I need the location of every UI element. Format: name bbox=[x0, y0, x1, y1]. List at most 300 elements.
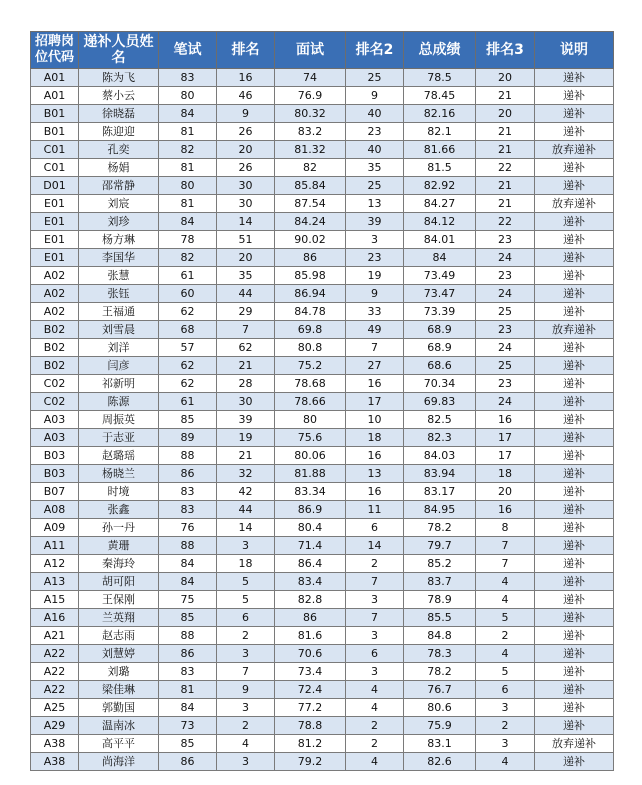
cell-total-score[interactable]: 82.1 bbox=[404, 123, 476, 141]
cell-written-rank[interactable]: 44 bbox=[217, 285, 275, 303]
cell-total-rank[interactable]: 5 bbox=[476, 609, 535, 627]
cell-total-rank[interactable]: 21 bbox=[476, 141, 535, 159]
cell-interview-rank[interactable]: 17 bbox=[346, 393, 404, 411]
cell-total-rank[interactable]: 21 bbox=[476, 123, 535, 141]
cell-note[interactable]: 递补 bbox=[535, 537, 614, 555]
cell-position-code[interactable]: A02 bbox=[31, 303, 79, 321]
cell-total-score[interactable]: 76.7 bbox=[404, 681, 476, 699]
cell-written-rank[interactable]: 16 bbox=[217, 69, 275, 87]
cell-position-code[interactable]: C01 bbox=[31, 141, 79, 159]
cell-candidate-name[interactable]: 于志亚 bbox=[79, 429, 159, 447]
cell-position-code[interactable]: B01 bbox=[31, 123, 79, 141]
cell-total-rank[interactable]: 4 bbox=[476, 645, 535, 663]
cell-interview-score[interactable]: 86.94 bbox=[275, 285, 346, 303]
cell-total-rank[interactable]: 25 bbox=[476, 357, 535, 375]
cell-candidate-name[interactable]: 杨晓兰 bbox=[79, 465, 159, 483]
cell-interview-rank[interactable]: 40 bbox=[346, 141, 404, 159]
cell-interview-score[interactable]: 81.32 bbox=[275, 141, 346, 159]
header-candidate-name[interactable]: 递补人员姓名 bbox=[79, 32, 159, 69]
cell-written-rank[interactable]: 7 bbox=[217, 663, 275, 681]
cell-written-score[interactable]: 60 bbox=[159, 285, 217, 303]
cell-interview-score[interactable]: 70.6 bbox=[275, 645, 346, 663]
cell-total-score[interactable]: 83.17 bbox=[404, 483, 476, 501]
header-written-rank[interactable]: 排名 bbox=[217, 32, 275, 69]
cell-interview-rank[interactable]: 3 bbox=[346, 591, 404, 609]
cell-total-score[interactable]: 83.1 bbox=[404, 735, 476, 753]
cell-total-score[interactable]: 84.03 bbox=[404, 447, 476, 465]
cell-written-rank[interactable]: 14 bbox=[217, 213, 275, 231]
cell-written-score[interactable]: 57 bbox=[159, 339, 217, 357]
cell-total-score[interactable]: 81.5 bbox=[404, 159, 476, 177]
cell-interview-rank[interactable]: 25 bbox=[346, 177, 404, 195]
cell-interview-score[interactable]: 84.24 bbox=[275, 213, 346, 231]
cell-note[interactable]: 放弃递补 bbox=[535, 141, 614, 159]
cell-total-rank[interactable]: 24 bbox=[476, 285, 535, 303]
cell-note[interactable]: 递补 bbox=[535, 213, 614, 231]
header-written-score[interactable]: 笔试 bbox=[159, 32, 217, 69]
cell-note[interactable]: 递补 bbox=[535, 591, 614, 609]
cell-position-code[interactable]: A02 bbox=[31, 267, 79, 285]
cell-total-score[interactable]: 85.2 bbox=[404, 555, 476, 573]
cell-note[interactable]: 递补 bbox=[535, 411, 614, 429]
cell-position-code[interactable]: A29 bbox=[31, 717, 79, 735]
cell-interview-rank[interactable]: 6 bbox=[346, 519, 404, 537]
cell-position-code[interactable]: A25 bbox=[31, 699, 79, 717]
cell-candidate-name[interactable]: 时境 bbox=[79, 483, 159, 501]
cell-total-score[interactable]: 83.94 bbox=[404, 465, 476, 483]
cell-position-code[interactable]: A21 bbox=[31, 627, 79, 645]
cell-total-score[interactable]: 70.34 bbox=[404, 375, 476, 393]
cell-written-rank[interactable]: 19 bbox=[217, 429, 275, 447]
cell-written-score[interactable]: 61 bbox=[159, 393, 217, 411]
cell-total-rank[interactable]: 18 bbox=[476, 465, 535, 483]
cell-candidate-name[interactable]: 王保刚 bbox=[79, 591, 159, 609]
cell-written-score[interactable]: 88 bbox=[159, 537, 217, 555]
cell-total-rank[interactable]: 2 bbox=[476, 627, 535, 645]
cell-position-code[interactable]: A38 bbox=[31, 735, 79, 753]
cell-interview-score[interactable]: 90.02 bbox=[275, 231, 346, 249]
cell-interview-score[interactable]: 73.4 bbox=[275, 663, 346, 681]
cell-written-score[interactable]: 83 bbox=[159, 483, 217, 501]
cell-interview-score[interactable]: 83.2 bbox=[275, 123, 346, 141]
cell-candidate-name[interactable]: 孔奕 bbox=[79, 141, 159, 159]
cell-total-score[interactable]: 84.95 bbox=[404, 501, 476, 519]
cell-note[interactable]: 递补 bbox=[535, 393, 614, 411]
cell-total-rank[interactable]: 21 bbox=[476, 87, 535, 105]
cell-position-code[interactable]: B01 bbox=[31, 105, 79, 123]
cell-interview-rank[interactable]: 10 bbox=[346, 411, 404, 429]
cell-interview-rank[interactable]: 33 bbox=[346, 303, 404, 321]
cell-written-score[interactable]: 85 bbox=[159, 411, 217, 429]
cell-total-rank[interactable]: 20 bbox=[476, 69, 535, 87]
cell-written-rank[interactable]: 3 bbox=[217, 753, 275, 771]
cell-interview-rank[interactable]: 9 bbox=[346, 87, 404, 105]
cell-position-code[interactable]: E01 bbox=[31, 195, 79, 213]
cell-candidate-name[interactable]: 张钰 bbox=[79, 285, 159, 303]
cell-interview-score[interactable]: 78.66 bbox=[275, 393, 346, 411]
cell-total-rank[interactable]: 20 bbox=[476, 483, 535, 501]
cell-total-score[interactable]: 82.5 bbox=[404, 411, 476, 429]
cell-interview-rank[interactable]: 11 bbox=[346, 501, 404, 519]
cell-candidate-name[interactable]: 尚海洋 bbox=[79, 753, 159, 771]
cell-interview-rank[interactable]: 4 bbox=[346, 681, 404, 699]
cell-total-score[interactable]: 75.9 bbox=[404, 717, 476, 735]
cell-written-rank[interactable]: 35 bbox=[217, 267, 275, 285]
cell-note[interactable]: 递补 bbox=[535, 717, 614, 735]
cell-interview-rank[interactable]: 2 bbox=[346, 555, 404, 573]
cell-position-code[interactable]: B02 bbox=[31, 339, 79, 357]
cell-candidate-name[interactable]: 蔡小云 bbox=[79, 87, 159, 105]
cell-position-code[interactable]: D01 bbox=[31, 177, 79, 195]
cell-written-rank[interactable]: 6 bbox=[217, 609, 275, 627]
cell-note[interactable]: 递补 bbox=[535, 753, 614, 771]
cell-note[interactable]: 递补 bbox=[535, 501, 614, 519]
cell-total-score[interactable]: 82.6 bbox=[404, 753, 476, 771]
cell-written-score[interactable]: 80 bbox=[159, 87, 217, 105]
cell-note[interactable]: 递补 bbox=[535, 555, 614, 573]
cell-total-score[interactable]: 83.7 bbox=[404, 573, 476, 591]
cell-total-rank[interactable]: 7 bbox=[476, 555, 535, 573]
cell-written-rank[interactable]: 30 bbox=[217, 177, 275, 195]
cell-written-rank[interactable]: 30 bbox=[217, 195, 275, 213]
cell-interview-rank[interactable]: 2 bbox=[346, 735, 404, 753]
cell-position-code[interactable]: A38 bbox=[31, 753, 79, 771]
cell-written-rank[interactable]: 18 bbox=[217, 555, 275, 573]
cell-interview-rank[interactable]: 7 bbox=[346, 573, 404, 591]
cell-total-score[interactable]: 82.92 bbox=[404, 177, 476, 195]
cell-note[interactable]: 递补 bbox=[535, 699, 614, 717]
cell-interview-rank[interactable]: 2 bbox=[346, 717, 404, 735]
cell-candidate-name[interactable]: 李国华 bbox=[79, 249, 159, 267]
cell-written-score[interactable]: 81 bbox=[159, 123, 217, 141]
cell-interview-rank[interactable]: 18 bbox=[346, 429, 404, 447]
cell-total-score[interactable]: 78.2 bbox=[404, 663, 476, 681]
cell-interview-score[interactable]: 80 bbox=[275, 411, 346, 429]
cell-candidate-name[interactable]: 邵常静 bbox=[79, 177, 159, 195]
cell-interview-rank[interactable]: 7 bbox=[346, 339, 404, 357]
cell-position-code[interactable]: A22 bbox=[31, 645, 79, 663]
cell-candidate-name[interactable]: 刘慧婷 bbox=[79, 645, 159, 663]
cell-note[interactable]: 递补 bbox=[535, 285, 614, 303]
cell-total-score[interactable]: 80.6 bbox=[404, 699, 476, 717]
cell-note[interactable]: 递补 bbox=[535, 609, 614, 627]
cell-written-rank[interactable]: 4 bbox=[217, 735, 275, 753]
cell-written-rank[interactable]: 20 bbox=[217, 249, 275, 267]
cell-position-code[interactable]: A13 bbox=[31, 573, 79, 591]
cell-interview-rank[interactable]: 13 bbox=[346, 195, 404, 213]
header-interview-score[interactable]: 面试 bbox=[275, 32, 346, 69]
cell-candidate-name[interactable]: 祁新明 bbox=[79, 375, 159, 393]
cell-written-score[interactable]: 81 bbox=[159, 195, 217, 213]
cell-position-code[interactable]: A02 bbox=[31, 285, 79, 303]
cell-note[interactable]: 递补 bbox=[535, 339, 614, 357]
cell-total-rank[interactable]: 23 bbox=[476, 321, 535, 339]
cell-interview-score[interactable]: 82 bbox=[275, 159, 346, 177]
cell-interview-rank[interactable]: 3 bbox=[346, 663, 404, 681]
cell-note[interactable]: 递补 bbox=[535, 303, 614, 321]
cell-note[interactable]: 放弃递补 bbox=[535, 735, 614, 753]
cell-note[interactable]: 递补 bbox=[535, 627, 614, 645]
cell-interview-score[interactable]: 80.8 bbox=[275, 339, 346, 357]
header-total-rank[interactable]: 排名3 bbox=[476, 32, 535, 69]
cell-position-code[interactable]: E01 bbox=[31, 249, 79, 267]
cell-written-rank[interactable]: 9 bbox=[217, 681, 275, 699]
cell-written-score[interactable]: 83 bbox=[159, 663, 217, 681]
cell-written-score[interactable]: 84 bbox=[159, 105, 217, 123]
cell-note[interactable]: 递补 bbox=[535, 465, 614, 483]
cell-interview-score[interactable]: 77.2 bbox=[275, 699, 346, 717]
cell-written-rank[interactable]: 26 bbox=[217, 123, 275, 141]
cell-written-rank[interactable]: 20 bbox=[217, 141, 275, 159]
cell-candidate-name[interactable]: 杨娟 bbox=[79, 159, 159, 177]
cell-interview-rank[interactable]: 3 bbox=[346, 627, 404, 645]
cell-total-score[interactable]: 84 bbox=[404, 249, 476, 267]
cell-interview-rank[interactable]: 4 bbox=[346, 699, 404, 717]
cell-position-code[interactable]: A01 bbox=[31, 87, 79, 105]
cell-interview-rank[interactable]: 3 bbox=[346, 231, 404, 249]
cell-position-code[interactable]: E01 bbox=[31, 231, 79, 249]
cell-written-score[interactable]: 85 bbox=[159, 609, 217, 627]
cell-total-rank[interactable]: 7 bbox=[476, 537, 535, 555]
cell-note[interactable]: 递补 bbox=[535, 663, 614, 681]
cell-written-score[interactable]: 85 bbox=[159, 735, 217, 753]
cell-position-code[interactable]: A08 bbox=[31, 501, 79, 519]
cell-written-score[interactable]: 86 bbox=[159, 465, 217, 483]
cell-total-rank[interactable]: 16 bbox=[476, 411, 535, 429]
cell-written-score[interactable]: 75 bbox=[159, 591, 217, 609]
cell-candidate-name[interactable]: 刘珍 bbox=[79, 213, 159, 231]
cell-total-score[interactable]: 84.01 bbox=[404, 231, 476, 249]
cell-written-score[interactable]: 80 bbox=[159, 177, 217, 195]
cell-total-rank[interactable]: 17 bbox=[476, 447, 535, 465]
cell-written-rank[interactable]: 39 bbox=[217, 411, 275, 429]
cell-interview-score[interactable]: 85.84 bbox=[275, 177, 346, 195]
cell-total-rank[interactable]: 4 bbox=[476, 753, 535, 771]
cell-written-score[interactable]: 83 bbox=[159, 69, 217, 87]
cell-interview-rank[interactable]: 9 bbox=[346, 285, 404, 303]
cell-interview-score[interactable]: 82.8 bbox=[275, 591, 346, 609]
cell-written-rank[interactable]: 62 bbox=[217, 339, 275, 357]
cell-written-rank[interactable]: 3 bbox=[217, 645, 275, 663]
cell-interview-score[interactable]: 80.32 bbox=[275, 105, 346, 123]
cell-interview-score[interactable]: 81.2 bbox=[275, 735, 346, 753]
cell-written-score[interactable]: 82 bbox=[159, 141, 217, 159]
cell-interview-rank[interactable]: 40 bbox=[346, 105, 404, 123]
cell-candidate-name[interactable]: 秦海玲 bbox=[79, 555, 159, 573]
cell-candidate-name[interactable]: 刘璐 bbox=[79, 663, 159, 681]
cell-interview-score[interactable]: 86.9 bbox=[275, 501, 346, 519]
cell-interview-score[interactable]: 85.98 bbox=[275, 267, 346, 285]
cell-written-rank[interactable]: 32 bbox=[217, 465, 275, 483]
cell-note[interactable]: 放弃递补 bbox=[535, 195, 614, 213]
cell-position-code[interactable]: C02 bbox=[31, 393, 79, 411]
cell-interview-score[interactable]: 86 bbox=[275, 609, 346, 627]
cell-written-score[interactable]: 83 bbox=[159, 501, 217, 519]
cell-total-rank[interactable]: 23 bbox=[476, 375, 535, 393]
cell-written-rank[interactable]: 46 bbox=[217, 87, 275, 105]
cell-written-rank[interactable]: 5 bbox=[217, 573, 275, 591]
cell-written-score[interactable]: 62 bbox=[159, 303, 217, 321]
cell-position-code[interactable]: C02 bbox=[31, 375, 79, 393]
cell-written-rank[interactable]: 2 bbox=[217, 627, 275, 645]
cell-candidate-name[interactable]: 郭勤国 bbox=[79, 699, 159, 717]
cell-written-score[interactable]: 89 bbox=[159, 429, 217, 447]
cell-interview-score[interactable]: 86 bbox=[275, 249, 346, 267]
cell-written-rank[interactable]: 5 bbox=[217, 591, 275, 609]
cell-total-rank[interactable]: 2 bbox=[476, 717, 535, 735]
cell-candidate-name[interactable]: 徐晓磊 bbox=[79, 105, 159, 123]
cell-total-rank[interactable]: 5 bbox=[476, 663, 535, 681]
cell-position-code[interactable]: C01 bbox=[31, 159, 79, 177]
cell-interview-rank[interactable]: 27 bbox=[346, 357, 404, 375]
cell-candidate-name[interactable]: 胡可阳 bbox=[79, 573, 159, 591]
cell-position-code[interactable]: A15 bbox=[31, 591, 79, 609]
cell-total-score[interactable]: 73.49 bbox=[404, 267, 476, 285]
cell-total-rank[interactable]: 4 bbox=[476, 573, 535, 591]
cell-note[interactable]: 递补 bbox=[535, 429, 614, 447]
cell-total-rank[interactable]: 16 bbox=[476, 501, 535, 519]
cell-interview-rank[interactable]: 23 bbox=[346, 123, 404, 141]
cell-note[interactable]: 递补 bbox=[535, 267, 614, 285]
cell-candidate-name[interactable]: 王福通 bbox=[79, 303, 159, 321]
cell-total-rank[interactable]: 8 bbox=[476, 519, 535, 537]
cell-total-rank[interactable]: 23 bbox=[476, 231, 535, 249]
cell-total-rank[interactable]: 21 bbox=[476, 195, 535, 213]
cell-total-rank[interactable]: 17 bbox=[476, 429, 535, 447]
cell-note[interactable]: 递补 bbox=[535, 357, 614, 375]
cell-total-score[interactable]: 84.8 bbox=[404, 627, 476, 645]
cell-note[interactable]: 递补 bbox=[535, 231, 614, 249]
cell-written-score[interactable]: 84 bbox=[159, 555, 217, 573]
cell-interview-rank[interactable]: 14 bbox=[346, 537, 404, 555]
cell-interview-score[interactable]: 83.4 bbox=[275, 573, 346, 591]
cell-total-score[interactable]: 68.6 bbox=[404, 357, 476, 375]
cell-written-score[interactable]: 62 bbox=[159, 357, 217, 375]
cell-candidate-name[interactable]: 黄珊 bbox=[79, 537, 159, 555]
cell-candidate-name[interactable]: 陈源 bbox=[79, 393, 159, 411]
cell-interview-score[interactable]: 81.6 bbox=[275, 627, 346, 645]
cell-written-rank[interactable]: 30 bbox=[217, 393, 275, 411]
cell-written-rank[interactable]: 26 bbox=[217, 159, 275, 177]
cell-interview-score[interactable]: 76.9 bbox=[275, 87, 346, 105]
cell-candidate-name[interactable]: 赵志雨 bbox=[79, 627, 159, 645]
cell-written-score[interactable]: 86 bbox=[159, 645, 217, 663]
cell-candidate-name[interactable]: 陈为飞 bbox=[79, 69, 159, 87]
cell-written-score[interactable]: 82 bbox=[159, 249, 217, 267]
cell-interview-rank[interactable]: 23 bbox=[346, 249, 404, 267]
cell-written-score[interactable]: 81 bbox=[159, 159, 217, 177]
cell-note[interactable]: 递补 bbox=[535, 87, 614, 105]
cell-position-code[interactable]: A16 bbox=[31, 609, 79, 627]
cell-interview-score[interactable]: 84.78 bbox=[275, 303, 346, 321]
cell-position-code[interactable]: B03 bbox=[31, 447, 79, 465]
cell-interview-rank[interactable]: 16 bbox=[346, 447, 404, 465]
cell-total-rank[interactable]: 3 bbox=[476, 699, 535, 717]
cell-interview-score[interactable]: 79.2 bbox=[275, 753, 346, 771]
cell-written-rank[interactable]: 14 bbox=[217, 519, 275, 537]
cell-interview-rank[interactable]: 25 bbox=[346, 69, 404, 87]
cell-total-rank[interactable]: 4 bbox=[476, 591, 535, 609]
cell-written-rank[interactable]: 42 bbox=[217, 483, 275, 501]
cell-candidate-name[interactable]: 刘雪晨 bbox=[79, 321, 159, 339]
cell-position-code[interactable]: A22 bbox=[31, 681, 79, 699]
cell-interview-score[interactable]: 78.68 bbox=[275, 375, 346, 393]
cell-note[interactable]: 递补 bbox=[535, 519, 614, 537]
cell-written-score[interactable]: 68 bbox=[159, 321, 217, 339]
cell-interview-rank[interactable]: 35 bbox=[346, 159, 404, 177]
cell-total-rank[interactable]: 22 bbox=[476, 213, 535, 231]
cell-candidate-name[interactable]: 赵璐瑶 bbox=[79, 447, 159, 465]
header-note[interactable]: 说明 bbox=[535, 32, 614, 69]
cell-total-score[interactable]: 68.9 bbox=[404, 339, 476, 357]
cell-interview-rank[interactable]: 13 bbox=[346, 465, 404, 483]
cell-candidate-name[interactable]: 兰英翔 bbox=[79, 609, 159, 627]
cell-total-score[interactable]: 82.3 bbox=[404, 429, 476, 447]
cell-written-rank[interactable]: 51 bbox=[217, 231, 275, 249]
cell-candidate-name[interactable]: 温南冰 bbox=[79, 717, 159, 735]
cell-total-score[interactable]: 78.45 bbox=[404, 87, 476, 105]
cell-note[interactable]: 递补 bbox=[535, 249, 614, 267]
cell-written-score[interactable]: 61 bbox=[159, 267, 217, 285]
cell-interview-score[interactable]: 72.4 bbox=[275, 681, 346, 699]
cell-interview-score[interactable]: 86.4 bbox=[275, 555, 346, 573]
cell-candidate-name[interactable]: 张慧 bbox=[79, 267, 159, 285]
cell-note[interactable]: 递补 bbox=[535, 69, 614, 87]
cell-written-score[interactable]: 88 bbox=[159, 627, 217, 645]
cell-total-score[interactable]: 84.27 bbox=[404, 195, 476, 213]
cell-interview-score[interactable]: 75.2 bbox=[275, 357, 346, 375]
cell-written-rank[interactable]: 2 bbox=[217, 717, 275, 735]
header-interview-rank[interactable]: 排名2 bbox=[346, 32, 404, 69]
cell-position-code[interactable]: A12 bbox=[31, 555, 79, 573]
cell-written-score[interactable]: 73 bbox=[159, 717, 217, 735]
cell-note[interactable]: 递补 bbox=[535, 573, 614, 591]
cell-candidate-name[interactable]: 杨方琳 bbox=[79, 231, 159, 249]
cell-interview-rank[interactable]: 49 bbox=[346, 321, 404, 339]
cell-position-code[interactable]: A03 bbox=[31, 411, 79, 429]
cell-total-rank[interactable]: 3 bbox=[476, 735, 535, 753]
cell-note[interactable]: 递补 bbox=[535, 123, 614, 141]
cell-candidate-name[interactable]: 陈迎迎 bbox=[79, 123, 159, 141]
cell-interview-score[interactable]: 69.8 bbox=[275, 321, 346, 339]
cell-written-rank[interactable]: 21 bbox=[217, 447, 275, 465]
cell-interview-rank[interactable]: 39 bbox=[346, 213, 404, 231]
cell-note[interactable]: 递补 bbox=[535, 375, 614, 393]
cell-written-rank[interactable]: 7 bbox=[217, 321, 275, 339]
cell-total-score[interactable]: 79.7 bbox=[404, 537, 476, 555]
cell-candidate-name[interactable]: 刘宸 bbox=[79, 195, 159, 213]
cell-written-score[interactable]: 86 bbox=[159, 753, 217, 771]
cell-total-score[interactable]: 82.16 bbox=[404, 105, 476, 123]
cell-position-code[interactable]: A01 bbox=[31, 69, 79, 87]
cell-position-code[interactable]: B02 bbox=[31, 357, 79, 375]
cell-total-score[interactable]: 73.39 bbox=[404, 303, 476, 321]
cell-candidate-name[interactable]: 梁佳琳 bbox=[79, 681, 159, 699]
cell-written-rank[interactable]: 21 bbox=[217, 357, 275, 375]
cell-total-rank[interactable]: 21 bbox=[476, 177, 535, 195]
cell-note[interactable]: 递补 bbox=[535, 447, 614, 465]
cell-interview-score[interactable]: 87.54 bbox=[275, 195, 346, 213]
cell-interview-score[interactable]: 75.6 bbox=[275, 429, 346, 447]
cell-position-code[interactable]: A03 bbox=[31, 429, 79, 447]
cell-total-rank[interactable]: 20 bbox=[476, 105, 535, 123]
cell-written-score[interactable]: 84 bbox=[159, 573, 217, 591]
cell-written-rank[interactable]: 3 bbox=[217, 537, 275, 555]
cell-written-score[interactable]: 62 bbox=[159, 375, 217, 393]
cell-written-score[interactable]: 84 bbox=[159, 699, 217, 717]
cell-total-rank[interactable]: 24 bbox=[476, 393, 535, 411]
cell-interview-rank[interactable]: 16 bbox=[346, 375, 404, 393]
